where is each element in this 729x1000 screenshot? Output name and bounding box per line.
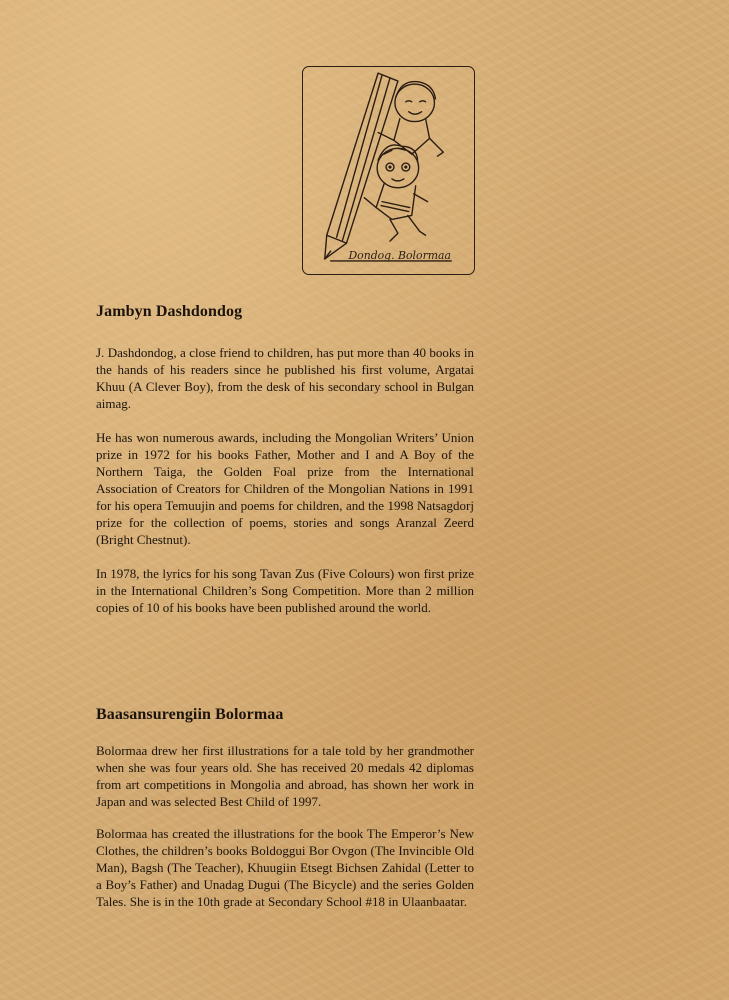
signature-text: Dondog. Bolormaa — [348, 248, 452, 262]
author-heading: Jambyn Dashdondog — [96, 303, 243, 320]
author-illustration — [302, 66, 475, 275]
author-paragraph-1: J. Dashdondog, a close friend to children, has put more than 40 books in the hands of his readers since he published his first volume, Argatai Khuu (A Clever Boy), from the desk of his secondary school in Bulgan aimag. — [96, 345, 474, 411]
illustrator-paragraph-1: Bolormaa drew her first illustrations for a tale told by her grandmother when she was four years old. She has received 20 medals 42 diplomas from art competitions in Mongolia and abroad, has shown her work in Japan and was selected Best Child of 1997. — [96, 743, 474, 809]
pencil-children-drawing — [303, 67, 474, 274]
author-paragraph-2: He has won numerous awards, including the Mongolian Writers’ Union prize in 1972 for his books Father, Mother and I and A Boy of the Northern Taiga, the Golden Foal prize from the International Association of Creators for Children of the Mongolian Nations in 1991 for his opera Temuujin and poems for children, and the 1998 Natsagdorj prize for the collection of poems, stories and songs Aranzal Zeerd (Bright Chestnut). — [96, 430, 474, 547]
illustrator-paragraph-2: Bolormaa has created the illustrations for the book The Emperor’s New Clothes, the children’s books Boldoggui Bor Ovgon (The Invincible Old Man), Bagsh (The Teacher), Khuugiin Etsegt Bichsen Zahidal (Letter to a Boy’s Father) and Unadag Dugui (The Bicycle) and the series Golden Tales. She is in the 10th grade at Secondary School #18 in Ulaanbaatar. — [96, 826, 474, 909]
illustrator-heading: Baasansurengiin Bolormaa — [96, 706, 284, 723]
pencil-shape — [327, 73, 398, 243]
author-paragraph-3: In 1978, the lyrics for his song Tavan Zus (Five Colours) won first prize in the International Children’s Song Competition. More than 2 million copies of 10 of his books have been published around the world. — [96, 566, 474, 615]
